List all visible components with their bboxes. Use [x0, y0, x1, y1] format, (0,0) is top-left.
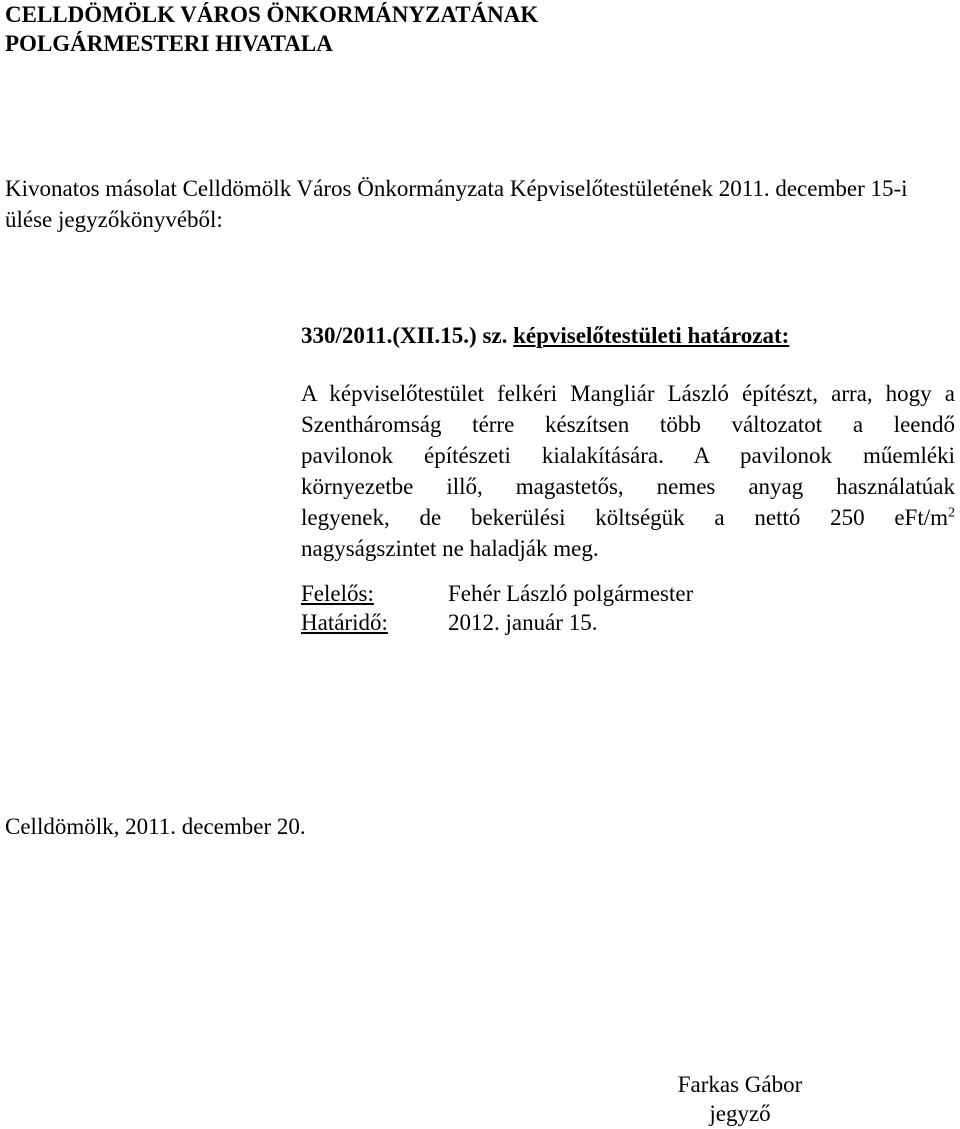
unit-superscript: 2	[948, 505, 955, 521]
deadline-label-text: Határidő	[301, 610, 382, 635]
deadline-label-colon: :	[381, 610, 388, 635]
body-line-with-unit	[301, 502, 955, 533]
responsible-label	[301, 580, 374, 608]
body-line: környezetbe illő, magastetős, nemes anyag használatúak	[301, 474, 955, 499]
body-line: A képviselőtestület felkéri Mangliár László építészt, arra, hogy a	[301, 381, 955, 406]
deadline-label	[301, 609, 388, 637]
intro-text: Kivonatos másolat Celldömölk Város Önkormányzata Képviselőtestületének 2011. december 15-i ülése jegyzőkönyvéből:	[5, 176, 908, 232]
resolution-body	[301, 378, 955, 564]
body-line: pavilonok építészeti kialakítására. A pavilonok műemléki	[301, 443, 955, 468]
signatory-title: jegyző	[709, 1101, 771, 1126]
responsible-value: Fehér László polgármester	[448, 581, 694, 606]
place-date: Celldömölk, 2011. december 20.	[5, 814, 306, 839]
responsible-label-colon: :	[367, 581, 374, 606]
signatory-name: Farkas Gábor	[677, 1072, 803, 1097]
deadline-value: 2012. január 15.	[448, 610, 598, 635]
responsible-label-text: Felelős	[301, 581, 368, 606]
resolution-number: 330/2011.(XII.15.) sz.	[301, 323, 508, 348]
body-line-text: legyenek, de bekerülési költségük a nettó 250 eFt/m	[301, 505, 948, 530]
body-line: Szentháromság térre készítsen több változatot a leendő	[301, 412, 955, 437]
body-line: nagyságszintet ne haladják meg.	[301, 536, 599, 561]
header-line-1: CELLDÖMÖLK VÁROS ÖNKORMÁNYZATÁNAK	[5, 2, 539, 27]
header-line-2: POLGÁRMESTERI HIVATALA	[5, 31, 333, 56]
resolution-heading	[301, 322, 789, 350]
resolution-title: képviselőtestületi határozat:	[513, 323, 790, 348]
